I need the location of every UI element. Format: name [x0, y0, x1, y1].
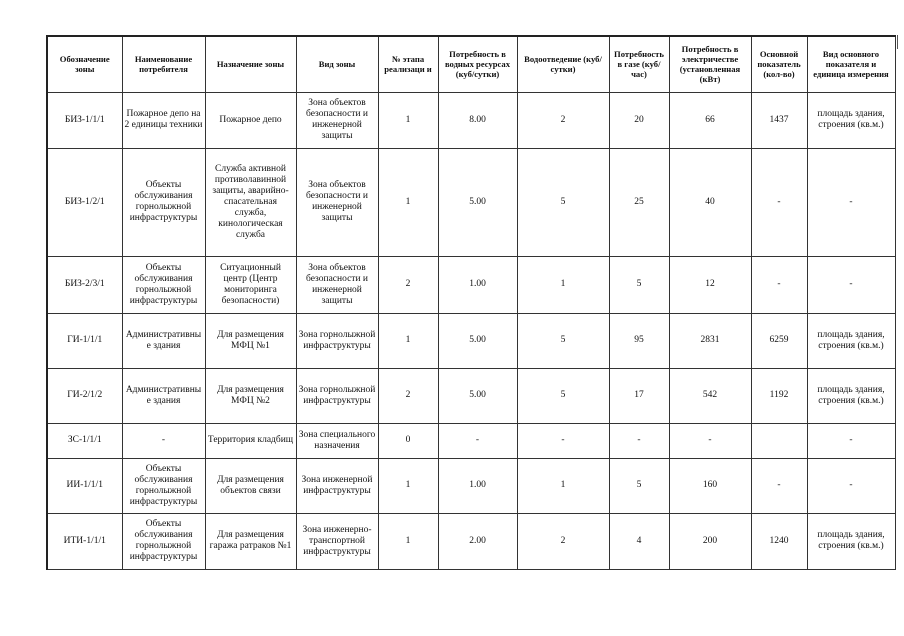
cell-gas-demand: 25: [609, 148, 669, 256]
cell-consumer-name: Административные здания: [122, 313, 205, 368]
cell-zone-purpose: Для размещения МФЦ №2: [205, 368, 296, 423]
cell-drainage: 2: [517, 513, 609, 569]
cell-gas-demand: 5: [609, 256, 669, 313]
cell-zone-type: Зона объектов безопасности и инженерной защиты: [296, 148, 378, 256]
cell-water-demand: 5.00: [438, 148, 517, 256]
cell-indicator-type: площадь здания, строения (кв.м.): [807, 513, 895, 569]
cell-stage: 1: [378, 92, 438, 148]
cell-power-demand: 200: [669, 513, 751, 569]
cell-zone-purpose: Служба активной противолавинной защиты, аварийно-спасательная служба, кинологическая служба: [205, 148, 296, 256]
cell-stage: 1: [378, 313, 438, 368]
cell-zone-code: БИЗ-1/2/1: [47, 148, 122, 256]
cell-gas-demand: 95: [609, 313, 669, 368]
cell-zone-type: Зона инженерной инфраструктуры: [296, 458, 378, 513]
cell-drainage: -: [517, 423, 609, 458]
cell-zone-purpose: Ситуационный центр (Центр мониторинга безопасности): [205, 256, 296, 313]
cell-zone-type: Зона горнолыжной инфраструктуры: [296, 313, 378, 368]
table-row: [47, 92, 895, 148]
table-row: [47, 313, 895, 368]
col-header-consumer-name: Наименование потребителя: [122, 36, 205, 92]
cell-drainage: 1: [517, 458, 609, 513]
cell-consumer-name: -: [122, 423, 205, 458]
table-row: [47, 256, 895, 313]
cell-drainage: 5: [517, 368, 609, 423]
cell-zone-type: Зона горнолыжной инфраструктуры: [296, 368, 378, 423]
col-header-gas-demand: Потребность в газе (куб/час): [609, 36, 669, 92]
cell-zone-type: Зона объектов безопасности и инженерной защиты: [296, 92, 378, 148]
cell-zone-code: ИТИ-1/1/1: [47, 513, 122, 569]
cell-main-indicator: 1192: [751, 368, 807, 423]
cell-drainage: 5: [517, 313, 609, 368]
table-row: [47, 368, 895, 423]
cell-consumer-name: Пожарное депо на 2 единицы техники: [122, 92, 205, 148]
cell-power-demand: 160: [669, 458, 751, 513]
col-header-indicator-type: Вид основного показателя и единица измерения: [807, 36, 895, 92]
cell-stage: 1: [378, 148, 438, 256]
cell-main-indicator: -: [751, 148, 807, 256]
cell-zone-code: ЗС-1/1/1: [47, 423, 122, 458]
header-row: [47, 36, 895, 92]
cell-gas-demand: 17: [609, 368, 669, 423]
cell-zone-type: Зона специального назначения: [296, 423, 378, 458]
cell-water-demand: 8.00: [438, 92, 517, 148]
cell-stage: 1: [378, 513, 438, 569]
cell-drainage: 5: [517, 148, 609, 256]
cell-main-indicator: 1437: [751, 92, 807, 148]
cell-power-demand: 66: [669, 92, 751, 148]
cell-zone-purpose: Для размещения гаража ратраков №1: [205, 513, 296, 569]
cell-power-demand: 40: [669, 148, 751, 256]
cell-indicator-type: площадь здания, строения (кв.м.): [807, 368, 895, 423]
cell-indicator-type: площадь здания, строения (кв.м.): [807, 313, 895, 368]
cell-gas-demand: -: [609, 423, 669, 458]
col-header-stage: № этапа реализаци и: [378, 36, 438, 92]
cell-water-demand: 2.00: [438, 513, 517, 569]
col-header-main-indicator: Основной показатель (кол-во): [751, 36, 807, 92]
cell-water-demand: -: [438, 423, 517, 458]
cell-zone-code: БИЗ-1/1/1: [47, 92, 122, 148]
cell-gas-demand: 4: [609, 513, 669, 569]
cell-consumer-name: Объекты обслуживания горнолыжной инфраструктуры: [122, 256, 205, 313]
cell-indicator-type: -: [807, 423, 895, 458]
cell-power-demand: 2831: [669, 313, 751, 368]
cell-zone-code: БИЗ-2/3/1: [47, 256, 122, 313]
cell-zone-purpose: Пожарное депо: [205, 92, 296, 148]
col-header-water-demand: Потребность в водных ресурсах (куб/сутки): [438, 36, 517, 92]
cell-zone-type: Зона инженерно-транспортной инфраструктуры: [296, 513, 378, 569]
cell-main-indicator: 1240: [751, 513, 807, 569]
cell-zone-code: ИИ-1/1/1: [47, 458, 122, 513]
cell-main-indicator: 6259: [751, 313, 807, 368]
cell-stage: 1: [378, 458, 438, 513]
cell-indicator-type: площадь здания, строения (кв.м.): [807, 92, 895, 148]
cell-zone-code: ГИ-1/1/1: [47, 313, 122, 368]
table-row: [47, 513, 895, 569]
cell-zone-code: ГИ-2/1/2: [47, 368, 122, 423]
col-header-zone-code: Обозначение зоны: [47, 36, 122, 92]
cell-gas-demand: 20: [609, 92, 669, 148]
cell-main-indicator: -: [751, 458, 807, 513]
cell-stage: 2: [378, 256, 438, 313]
cell-consumer-name: Объекты обслуживания горнолыжной инфраструктуры: [122, 148, 205, 256]
cell-consumer-name: Административные здания: [122, 368, 205, 423]
table-row: [47, 423, 895, 458]
cell-drainage: 1: [517, 256, 609, 313]
cell-power-demand: -: [669, 423, 751, 458]
cell-consumer-name: Объекты обслуживания горнолыжной инфраструктуры: [122, 458, 205, 513]
col-header-zone-type: Вид зоны: [296, 36, 378, 92]
table-row: [47, 148, 895, 256]
cell-indicator-type: -: [807, 148, 895, 256]
document-page: [46, 35, 894, 570]
cell-indicator-type: -: [807, 256, 895, 313]
cell-zone-type: Зона объектов безопасности и инженерной защиты: [296, 256, 378, 313]
cell-stage: 0: [378, 423, 438, 458]
cell-water-demand: 5.00: [438, 313, 517, 368]
cell-zone-purpose: Территория кладбищ: [205, 423, 296, 458]
zones-table: [46, 35, 896, 570]
cell-stage: 2: [378, 368, 438, 423]
cell-power-demand: 542: [669, 368, 751, 423]
cell-zone-purpose: Для размещения объектов связи: [205, 458, 296, 513]
table-row: [47, 458, 895, 513]
cell-consumer-name: Объекты обслуживания горнолыжной инфраструктуры: [122, 513, 205, 569]
cell-gas-demand: 5: [609, 458, 669, 513]
cell-main-indicator: -: [751, 256, 807, 313]
cell-zone-purpose: Для размещения МФЦ №1: [205, 313, 296, 368]
cell-water-demand: 1.00: [438, 256, 517, 313]
col-header-power-demand: Потребность в электричестве (установленная (кВт): [669, 36, 751, 92]
cell-main-indicator: [751, 423, 807, 458]
cell-power-demand: 12: [669, 256, 751, 313]
cell-water-demand: 5.00: [438, 368, 517, 423]
col-header-drainage: Водоотведение (куб/сутки): [517, 36, 609, 92]
col-header-zone-purpose: Назначение зоны: [205, 36, 296, 92]
page-edge-mark: [897, 35, 898, 49]
cell-indicator-type: -: [807, 458, 895, 513]
cell-water-demand: 1.00: [438, 458, 517, 513]
cell-drainage: 2: [517, 92, 609, 148]
